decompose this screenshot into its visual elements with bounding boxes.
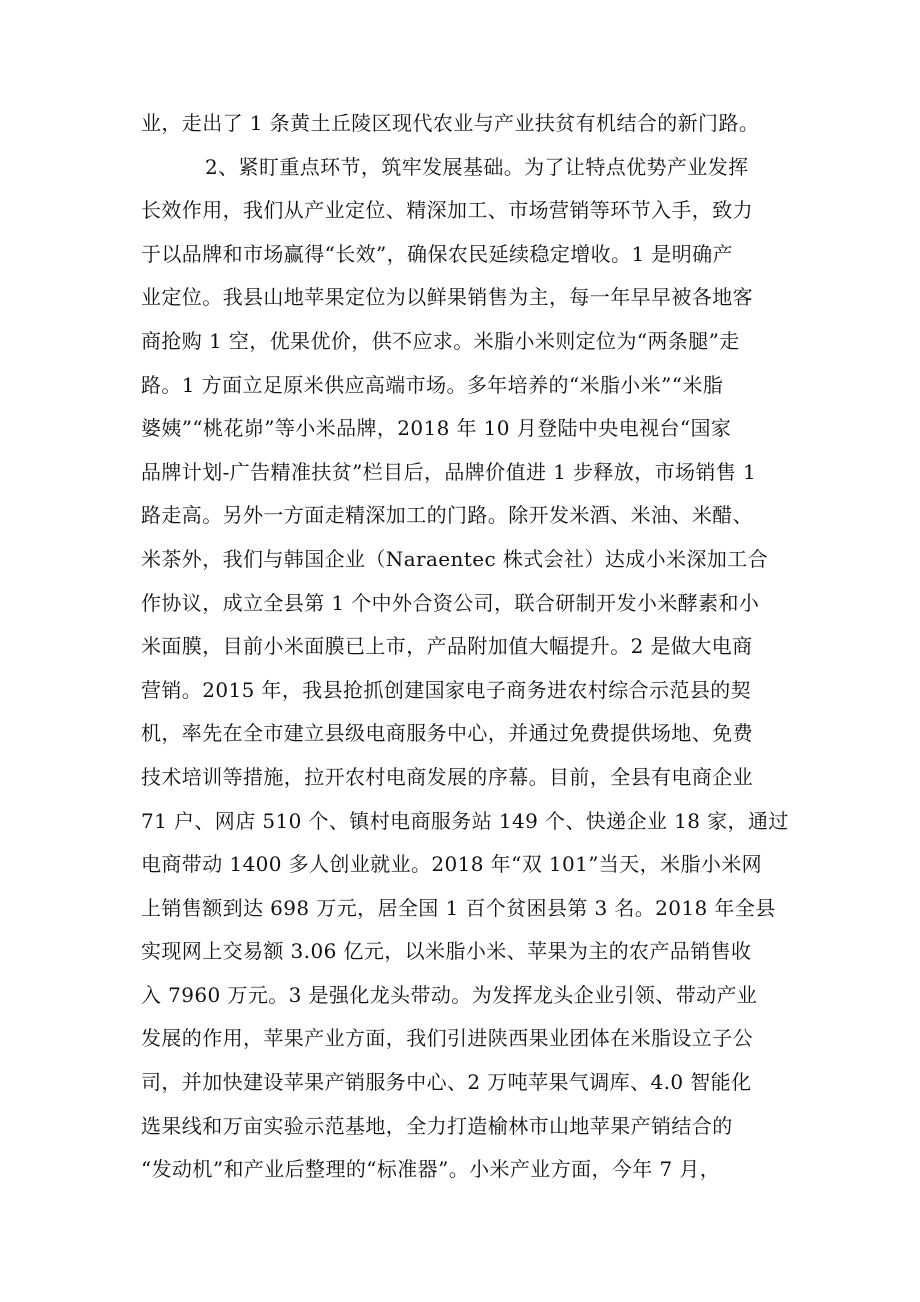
text-line: 上销售额到达 698 万元，居全国 1 百个贫困县第 3 名。2018 年全县 — [141, 895, 776, 920]
text-line: 技术培训等措施，拉开农村电商发展的序幕。目前，全县有电商企业 — [141, 764, 753, 789]
text-line: 电商带动 1400 多人创业就业。2018 年“双 101”当天，米脂小米网 — [141, 852, 763, 877]
text-line: 路走高。另外一方面走精深加工的门路。除开发米酒、米油、米醋、 — [141, 503, 753, 528]
text-line: 路。1 方面立足原米供应高端市场。多年培养的“米脂小米”“米脂 — [141, 372, 724, 397]
text-line: 业定位。我县山地苹果定位为以鲜果销售为主，每一年早早被各地客 — [141, 285, 753, 310]
text-line: 业，走出了 1 条黄土丘陵区现代农业与产业扶贫有机结合的新门路。 — [141, 111, 760, 135]
text-line: 婆姨”“桃花峁”等小米品牌，2018 年 10 月登陆中央电视台“国家 — [141, 416, 732, 441]
text-line: 71 户、网店 510 个、镇村电商服务站 149 个、快递企业 18 家，通过 — [141, 808, 789, 833]
text-line: 长效作用，我们从产业定位、精深加工、市场营销等环节入手，致力 — [141, 198, 753, 223]
text-line: 2、紧盯重点环节，筑牢发展基础。为了让特点优势产业发挥 — [205, 154, 749, 179]
text-line: 选果线和万亩实验示范基地，全力打造榆林市山地苹果产销结合的 — [141, 1113, 733, 1138]
text-line: 机，率先在全市建立县级电商服务中心，并通过免费提供场地、免费 — [141, 721, 753, 746]
text-line: 商抢购 1 空，优果优价，供不应求。米脂小米则定位为“两条腿”走 — [141, 328, 740, 353]
text-line: 米面膜，目前小米面膜已上市，产品附加值大幅提升。2 是做大电商 — [141, 634, 753, 659]
text-line: 司，并加快建设苹果产销服务中心、2 万吨苹果气调库、4.0 智能化 — [141, 1070, 752, 1095]
text-line: “发动机”和产业后整理的“标准器”。小米产业方面，今年 7 月， — [141, 1157, 721, 1182]
text-line: 实现网上交易额 3.06 亿元，以米脂小米、苹果为主的农产品销售收 — [141, 939, 752, 964]
text-line: 入 7960 万元。3 是强化龙头带动。为发挥龙头企业引领、带动产业 — [141, 982, 758, 1007]
body-text — [141, 102, 791, 1192]
text-line: 发展的作用，苹果产业方面，我们引进陕西果业团体在米脂设立子公 — [141, 1026, 753, 1051]
text-line: 营销。2015 年，我县抢抓创建国家电子商务进农村综合示范县的契 — [141, 677, 752, 702]
text-line: 于以品牌和市场赢得“长效”，确保农民延续稳定增收。1 是明确产 — [141, 241, 733, 266]
text-line: 品牌计划-广告精准扶贫”栏目后，品牌价值进 1 步释放，市场销售 1 — [141, 459, 757, 484]
text-line: 作协议，成立全县第 1 个中外合资公司，联合研制开发小米酵素和小 — [141, 590, 760, 615]
text-line: 米茶外，我们与韩国企业（Naraentec 株式会社）达成小米深加工合 — [141, 546, 769, 571]
